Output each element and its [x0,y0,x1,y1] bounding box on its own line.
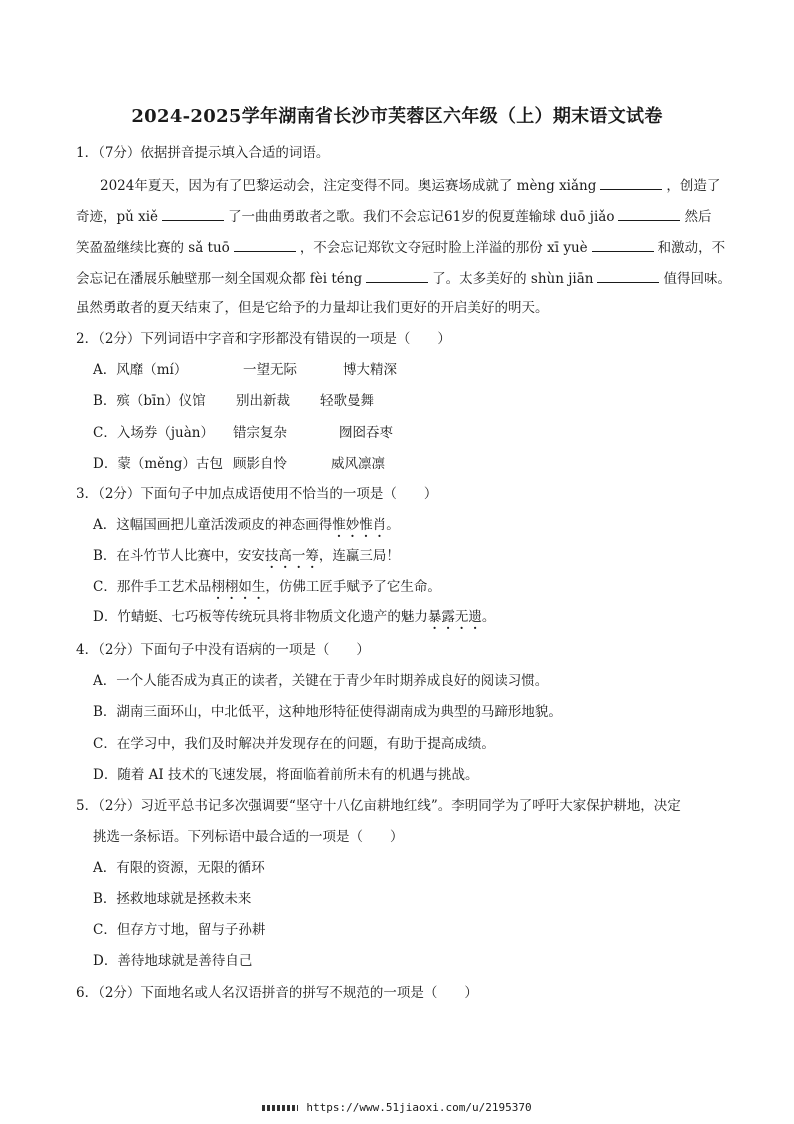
exam-title: 2024-2025学年湖南省长沙市芙蓉区六年级（上）期末语文试卷 [131,106,663,127]
question-1-line-4: 会忘记在潘展乐触壁那一刻全国观众都 fèi téng 了。太多美好的 shùn jiān 值得回味。 [76,268,731,289]
question-1-header: 1．（7分）依据拼音提示填入合适的词语。 [76,145,330,161]
question-3-option-d[interactable]: D．竹蜻蜓、七巧板等传统玩具将非物质文化遗产的魅力暴露无遗。 [93,609,496,625]
dotted-idiom: 惟妙惟肖 [332,517,387,533]
question-5-header-line-2: 挑选一条标语。下列标语中最合适的一项是（ ） [93,829,404,845]
answer-blank[interactable] [597,268,659,283]
question-1-line-3: 笑盈盈继续比赛的 sǎ tuō ，不会忘记郑钦文夺冠时脸上洋溢的那份 xī yuè 和激动，不 [76,237,725,258]
question-3-option-b[interactable]: B．在斗竹节人比赛中，安安技高一筹，连赢三局！ [93,548,400,564]
question-6-header: 6．（2分）下面地名或人名汉语拼音的拼写不规范的一项是（ ） [76,985,478,1001]
dotted-idiom: 栩栩如生 [211,579,266,595]
question-2-option-c[interactable]: C．入场券（juàn） 错宗复杂 囫囵吞枣 [93,425,393,441]
question-5-option-a[interactable]: A．有限的资源，无限的循环 [93,860,265,876]
question-5-option-c[interactable]: C．但存方寸地，留与子孙耕 [93,922,266,938]
question-1-line-5: 虽然勇敢者的夏天结束了，但是它给予的力量却让我们更好的开启美好的明天。 [76,300,549,316]
answer-blank[interactable] [234,237,296,252]
question-1-line-2: 奇迹，pǔ xiě 了一曲曲勇敢者之歌。我们不会忘记61岁的倪夏莲输球 duō jiǎo 然后 [76,206,711,227]
question-5-option-d[interactable]: D．善待地球就是善待自己 [93,953,253,969]
footer-logo-icon [262,1105,298,1111]
question-5-header-line-1: 5．（2分）习近平总书记多次强调要“坚守十八亿亩耕地红线”。李明同学为了呼吁大家保护耕地，决定 [76,798,681,814]
answer-blank[interactable] [162,206,224,221]
answer-blank[interactable] [592,237,654,252]
question-2-header: 2．（2分）下列词语中字音和字形都没有错误的一项是（ ） [76,331,451,347]
question-2-option-b[interactable]: B．殡（bīn）仪馆 别出新裁 轻歌曼舞 [93,393,374,409]
answer-blank[interactable] [600,175,662,190]
question-5-option-b[interactable]: B．拯救地球就是拯救未来 [93,891,252,907]
question-1-line-1: 2024年夏天，因为有了巴黎运动会，注定变得不同。奥运赛场成就了 mèng xiǎng ，创造了 [100,175,720,196]
dotted-idiom: 技高一筹 [264,548,319,564]
answer-blank[interactable] [618,206,680,221]
question-4-option-d[interactable]: D．随着 AI 技术的飞速发展，将面临着前所未有的机遇与挑战。 [93,767,479,783]
footer-url[interactable]: https://www.51jiaoxi.com/u/2195370 [0,1101,794,1114]
question-4-header: 4．（2分）下面句子中没有语病的一项是（ ） [76,642,370,658]
question-3-option-a[interactable]: A．这幅国画把儿童活泼顽皮的神态画得惟妙惟肖。 [93,517,400,533]
question-3-header: 3．（2分）下面句子中加点成语使用不恰当的一项是（ ） [76,486,438,502]
question-4-option-c[interactable]: C．在学习中，我们及时解决并发现存在的问题，有助于提高成绩。 [93,736,495,752]
question-4-option-a[interactable]: A．一个人能否成为真正的读者，关键在于青少年时期养成良好的阅读习惯。 [93,673,549,689]
question-2-option-a[interactable]: A．风靡（mí） 一望无际 博大精深 [93,362,397,378]
question-4-option-b[interactable]: B．湖南三面环山，中北低平，这种地形特征使得湖南成为典型的马蹄形地貌。 [93,704,562,720]
question-2-option-d[interactable]: D．蒙（měng）古包 顾影自怜 威风凛凛 [93,456,385,472]
question-3-option-c[interactable]: C．那件手工艺术品栩栩如生，仿佛工匠手赋予了它生命。 [93,579,441,595]
answer-blank[interactable] [366,268,428,283]
dotted-idiom: 暴露无遗 [427,609,482,625]
